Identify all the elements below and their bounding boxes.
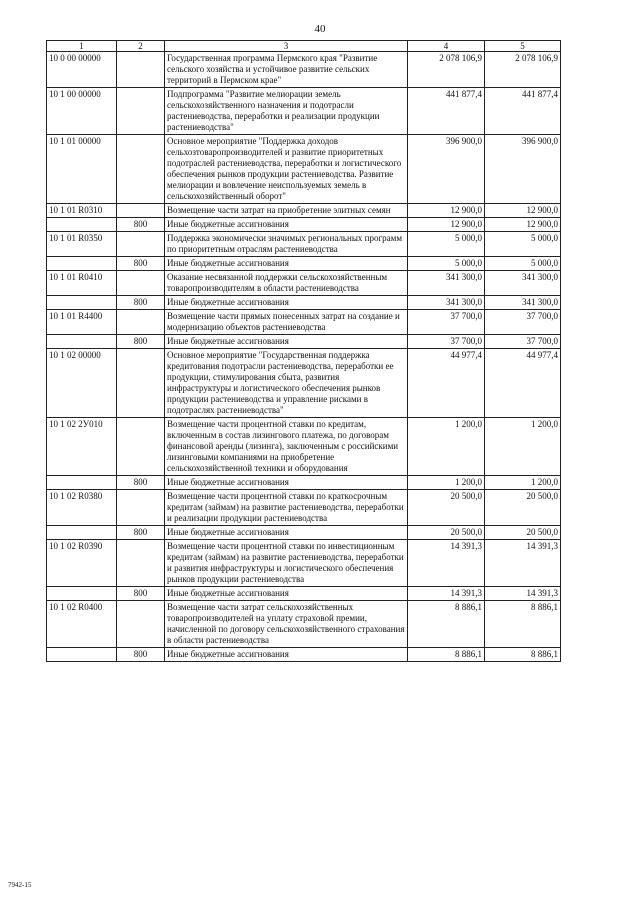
row-value-col4: 441 877,4 — [408, 88, 485, 135]
row-value-col4: 12 900,0 — [408, 204, 485, 218]
table-row — [47, 648, 561, 662]
footer-code: 7942-15 — [8, 881, 32, 889]
row-value-col4: 12 900,0 — [408, 218, 485, 232]
row-name: Иные бюджетные ассигнования — [165, 476, 408, 490]
budget-table — [46, 40, 561, 662]
row-value-col5: 396 900,0 — [485, 135, 561, 204]
row-value-col4: 8 886,1 — [408, 648, 485, 662]
row-expense-type — [117, 204, 165, 218]
table-row — [47, 476, 561, 490]
row-name: Возмещение части затрат на приобретение элитных семян — [165, 204, 408, 218]
row-value-col5: 12 900,0 — [485, 218, 561, 232]
row-expense-type — [117, 349, 165, 418]
table-row — [47, 257, 561, 271]
table-row — [47, 204, 561, 218]
row-value-col5: 14 391,3 — [485, 587, 561, 601]
row-name: Оказание несвязанной поддержки сельскохозяйственным товаропроизводителям в области растениеводства — [165, 271, 408, 296]
table-row — [47, 218, 561, 232]
row-name: Подпрограмма "Развитие мелиорации земель сельскохозяйственного назначения и подотрасли растениеводства, переработки и реализации продукции растениеводства" — [165, 88, 408, 135]
row-value-col5: 8 886,1 — [485, 601, 561, 648]
table-row — [47, 310, 561, 335]
table-row — [47, 232, 561, 257]
row-value-col5: 1 200,0 — [485, 476, 561, 490]
col-header-1: 1 — [47, 41, 117, 52]
row-name: Основное мероприятие "Поддержка доходов сельхозтоваропроизводителей и развитие приоритетных подотраслей растениеводства, переработки и логистического обеспечения рынков продукции растениеводства. Развитие мелиорации и вовлечение неиспользуемых земель в сельскохозяйственный оборот" — [165, 135, 408, 204]
row-value-col5: 20 500,0 — [485, 526, 561, 540]
row-expense-type — [117, 540, 165, 587]
table-row — [47, 135, 561, 204]
col-header-5: 5 — [485, 41, 561, 52]
row-value-col5: 2 078 106,9 — [485, 52, 561, 88]
row-name: Возмещение части прямых понесенных затрат на создание и модернизацию объектов растениеводства — [165, 310, 408, 335]
row-value-col5: 8 886,1 — [485, 648, 561, 662]
col-header-4: 4 — [408, 41, 485, 52]
table-row — [47, 88, 561, 135]
row-value-col5: 20 500,0 — [485, 490, 561, 526]
row-expense-type — [117, 135, 165, 204]
row-name: Иные бюджетные ассигнования — [165, 526, 408, 540]
row-value-col4: 8 886,1 — [408, 601, 485, 648]
row-name: Иные бюджетные ассигнования — [165, 335, 408, 349]
row-code: 10 0 00 00000 — [47, 52, 117, 88]
table-row — [47, 271, 561, 296]
row-name: Возмещение части процентной ставки по кредитам, включенным в состав лизингового платежа, по договорам финансовой аренды (лизинга), заключенным с российскими лизинговыми компаниями на приобретение сельскохозяйственной техники и оборудования — [165, 418, 408, 476]
table-row — [47, 526, 561, 540]
row-code — [47, 526, 117, 540]
col-header-3: 3 — [165, 41, 408, 52]
row-value-col4: 396 900,0 — [408, 135, 485, 204]
row-value-col4: 14 391,3 — [408, 587, 485, 601]
row-code: 10 1 02 R0380 — [47, 490, 117, 526]
table-row — [47, 52, 561, 88]
row-value-col4: 2 078 106,9 — [408, 52, 485, 88]
row-expense-type: 800 — [117, 526, 165, 540]
row-value-col4: 14 391,3 — [408, 540, 485, 587]
table-row — [47, 587, 561, 601]
row-value-col5: 5 000,0 — [485, 232, 561, 257]
row-value-col4: 1 200,0 — [408, 418, 485, 476]
row-expense-type — [117, 601, 165, 648]
row-code: 10 1 01 00000 — [47, 135, 117, 204]
row-value-col5: 5 000,0 — [485, 257, 561, 271]
table-row — [47, 418, 561, 476]
row-name: Поддержка экономически значимых региональных программ по приоритетным отраслям растениеводства — [165, 232, 408, 257]
row-code — [47, 296, 117, 310]
table-row — [47, 349, 561, 418]
row-value-col4: 20 500,0 — [408, 490, 485, 526]
row-expense-type: 800 — [117, 587, 165, 601]
row-value-col4: 341 300,0 — [408, 296, 485, 310]
row-expense-type — [117, 271, 165, 296]
row-code — [47, 476, 117, 490]
row-code: 10 1 01 R0410 — [47, 271, 117, 296]
row-code: 10 1 02 R0400 — [47, 601, 117, 648]
row-expense-type: 800 — [117, 335, 165, 349]
row-code: 10 1 02 2У010 — [47, 418, 117, 476]
row-value-col5: 37 700,0 — [485, 310, 561, 335]
row-value-col4: 44 977,4 — [408, 349, 485, 418]
row-code: 10 1 02 00000 — [47, 349, 117, 418]
row-code: 10 1 01 R4400 — [47, 310, 117, 335]
row-value-col4: 1 200,0 — [408, 476, 485, 490]
row-code — [47, 587, 117, 601]
table-row — [47, 335, 561, 349]
row-name: Иные бюджетные ассигнования — [165, 648, 408, 662]
row-value-col4: 341 300,0 — [408, 271, 485, 296]
row-code — [47, 218, 117, 232]
row-expense-type — [117, 52, 165, 88]
table-row — [47, 601, 561, 648]
row-code: 10 1 02 R0390 — [47, 540, 117, 587]
row-value-col5: 341 300,0 — [485, 271, 561, 296]
row-value-col5: 12 900,0 — [485, 204, 561, 218]
row-value-col4: 37 700,0 — [408, 310, 485, 335]
row-code — [47, 257, 117, 271]
row-expense-type: 800 — [117, 218, 165, 232]
row-value-col4: 20 500,0 — [408, 526, 485, 540]
row-expense-type — [117, 490, 165, 526]
row-value-col5: 14 391,3 — [485, 540, 561, 587]
row-name: Государственная программа Пермского края "Развитие сельского хозяйства и устойчивое развитие сельских территорий в Пермском крае" — [165, 52, 408, 88]
row-code: 10 1 01 R0350 — [47, 232, 117, 257]
row-value-col5: 37 700,0 — [485, 335, 561, 349]
row-value-col4: 5 000,0 — [408, 232, 485, 257]
row-value-col4: 37 700,0 — [408, 335, 485, 349]
row-name: Возмещение части затрат сельскохозяйственных товаропроизводителей на уплату страховой премии, начисленной по договору сельскохозяйственного страхования в области растениеводства — [165, 601, 408, 648]
row-name: Возмещение части процентной ставки по краткосрочным кредитам (займам) на развитие растениеводства, переработки и реализации продукции растениеводства — [165, 490, 408, 526]
row-value-col5: 1 200,0 — [485, 418, 561, 476]
page-number: 40 — [314, 23, 326, 35]
row-name: Иные бюджетные ассигнования — [165, 587, 408, 601]
col-header-2: 2 — [117, 41, 165, 52]
row-expense-type: 800 — [117, 648, 165, 662]
row-expense-type — [117, 88, 165, 135]
row-value-col5: 44 977,4 — [485, 349, 561, 418]
row-code — [47, 335, 117, 349]
row-name: Иные бюджетные ассигнования — [165, 218, 408, 232]
row-expense-type — [117, 310, 165, 335]
row-code: 10 1 01 R0310 — [47, 204, 117, 218]
table-body — [47, 52, 561, 662]
table-row — [47, 490, 561, 526]
row-value-col4: 5 000,0 — [408, 257, 485, 271]
row-code — [47, 648, 117, 662]
table-row — [47, 540, 561, 587]
row-expense-type — [117, 418, 165, 476]
header-row — [47, 41, 561, 52]
row-code: 10 1 00 00000 — [47, 88, 117, 135]
row-name: Иные бюджетные ассигнования — [165, 257, 408, 271]
row-name: Иные бюджетные ассигнования — [165, 296, 408, 310]
row-expense-type: 800 — [117, 257, 165, 271]
row-expense-type — [117, 232, 165, 257]
row-value-col5: 341 300,0 — [485, 296, 561, 310]
row-expense-type: 800 — [117, 296, 165, 310]
row-value-col5: 441 877,4 — [485, 88, 561, 135]
row-name: Основное мероприятие "Государственная поддержка кредитования подотрасли растениеводства, переработки ее продукции, стимулирования сбыта, развития инфраструктуры и логистического обеспечения рынков продукции растениеводства и управление рисками в подотраслях растениеводства" — [165, 349, 408, 418]
row-name: Возмещение части процентной ставки по инвестиционным кредитам (займам) на развитие растениеводства, переработки и развития инфраструктуры и логистического обеспечения рынков продукции растениеводства — [165, 540, 408, 587]
table-row — [47, 296, 561, 310]
row-expense-type: 800 — [117, 476, 165, 490]
